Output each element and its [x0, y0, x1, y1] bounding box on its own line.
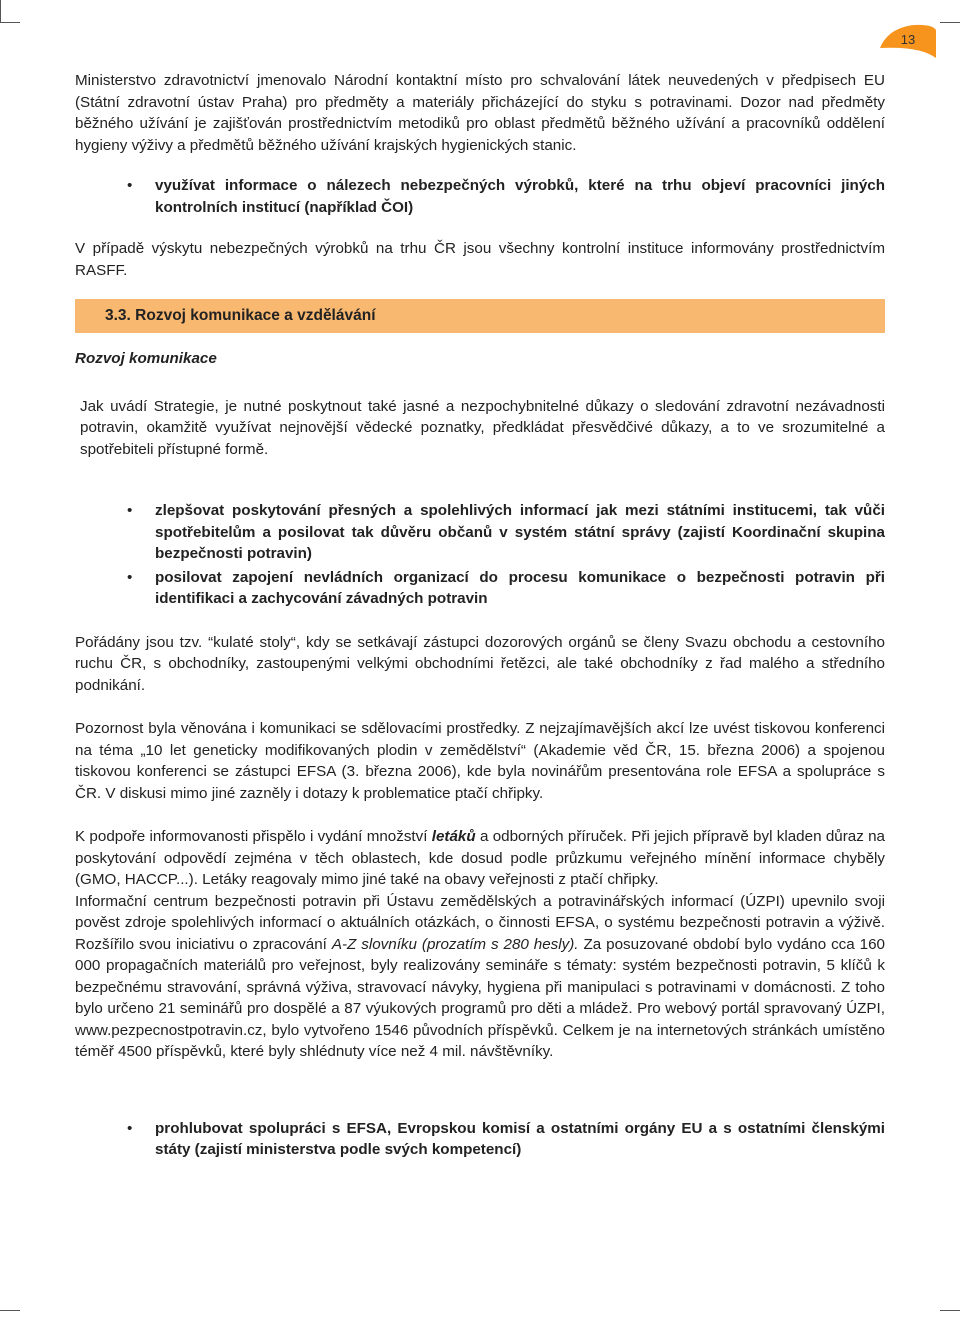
leaflets-emphasis: letáků	[431, 828, 476, 845]
leaflets-paragraph	[75, 826, 885, 891]
uzpi-text: Informační centrum bezpečnosti potravin při Ústavu zemědělských a potravinářských informací (ÚZPI) upevnilo svoji pověst zdroje spolehlivých informací o aktuálních otázkách, o činnosti EFSA, o systému bezpečnosti potravin a výživě. Rozšířilo svou iniciativu o zpracování	[75, 892, 885, 953]
uzpi-emphasis: A-Z slovníku (prozatím s 280 hesly).	[331, 935, 579, 953]
strategy-paragraph: Jak uvádí Strategie, je nutné poskytnout také jasné a nezpochybnitelné důkazy o sledování zdravotní nezávadnosti potravin, okamžitě využívat nejnovější vědecké poznatky, předkládat přesvědčivé důkazy, a to ve srozumitelné a spotřebiteli přístupné formě.	[80, 397, 885, 458]
uzpi-text: Za posuzované období bylo vydáno cca 160 000 propagačních materiálů pro veřejnost, byly realizovány semináře s tématy: systém bezpečnosti potravin, 5 klíčů k bezpečnému stravování, správná výživa, stravovací návyky, hygiena při manipulaci s potravinami v domácnosti. Z toho bylo určeno 21 seminářů pro dospělé a 87 výukových programů pro děti a mládež. Pro webový portál spravovaný ÚZPI, www.pezpecnostpotravin.cz, bylo vytvořeno 1546 původních příspěvků. Celkem je na internetových stránkách umístěno téměř 4500 příspěvků, které byly shlédnuty více než 4 mil. návštěvníky.	[75, 935, 885, 1060]
crop-mark	[0, 22, 20, 23]
page-number: 13	[900, 32, 916, 47]
section-heading: 3.3. Rozvoj komunikace a vzdělávání	[75, 299, 885, 333]
subheading: Rozvoj komunikace	[75, 350, 217, 367]
crop-mark	[940, 22, 960, 23]
uzpi-paragraph	[75, 891, 885, 1063]
leaflets-text: K podpoře informovanosti přispělo i vydání množství	[75, 828, 432, 845]
bullet-item	[75, 500, 885, 565]
media-paragraph: Pozornost byla věnována i komunikaci se sdělovacími prostředky. Z nejzajímavějších akcí lze uvést tiskovou konferenci na téma „10 let geneticky modifikovaných plodin v zemědělství“ (Akademie věd ČR, 15. března 2006) a spojenou tiskovou konferenci se zástupci EFSA (3. března 2006), kde byla novinářům presentována role EFSA a spolupráce s ČR. V diskusi mimo jiné zazněly i dotazy k problematice ptačí chřipky.	[75, 720, 885, 802]
bullet-item	[75, 1118, 885, 1161]
leaflets-text: a odborných příruček. Při jejich přípravě byl kladen důraz na poskytování odpovědí zejména v těch oblastech, kde dosud podle průzkumu veřejného mínění informace chyběly (GMO, HACCP...). Letáky reagovaly mimo jiné také na obavy veřejnosti z ptačí chřipky.	[75, 828, 885, 888]
crop-mark	[0, 0, 1, 22]
bullet-text: prohlubovat spolupráci s EFSA, Evropskou komisí a ostatními orgány EU a s ostatními členskými státy (zajistí ministerstva podle svých kompetencí)	[155, 1119, 885, 1158]
intro-paragraph: Ministerstvo zdravotnictví jmenovalo Národní kontaktní místo pro schvalování látek neuvedených v předpisech EU (Státní zdravotní ústav Praha) pro předměty a materiály přicházející do styku s potravinami. Dozor nad předměty běžného užívání je zajišťován prostřednictvím metodiků pro oblast předmětů běžného užívání a pracovníků oddělení hygieny výživy a předmětů běžného užívání krajských hygienických stanic.	[75, 72, 885, 154]
bullet-text: zlepšovat poskytování přesných a spolehlivých informací jak mezi státními institucemi, tak vůči spotřebitelům a posilovat tak důvěru občanů v systém státní správy (zajistí Koordinační skupina bezpečnosti potravin)	[155, 502, 885, 562]
bullet-text: využívat informace o nálezech nebezpečných výrobků, které na trhu objeví pracovníci jiných kontrolních institucí (například ČOI)	[155, 177, 885, 216]
crop-mark	[0, 1310, 20, 1311]
bullet-dot: •	[127, 502, 133, 519]
round-tables-paragraph: Pořádány jsou tzv. “kulaté stoly“, kdy se setkávají zástupci dozorových orgánů se členy Svazu obchodu a cestovního ruchu ČR, s obchodníky, zastoupenými velkými obchodními řetězci, ale také obchodníky z řad malého a středního podnikání.	[75, 633, 885, 694]
bullet-dot: •	[127, 177, 133, 194]
bullet-dot: •	[127, 568, 133, 586]
crop-mark	[940, 1310, 960, 1311]
bullet-dot: •	[127, 1119, 133, 1137]
bullet-item	[75, 175, 885, 218]
page-content	[75, 70, 885, 1161]
bullet-text: posilovat zapojení nevládních organizací do procesu komunikace o bezpečnosti potravin při identifikaci a zachycování závadných potravin	[155, 568, 885, 607]
rasff-paragraph: V případě výskytu nebezpečných výrobků na trhu ČR jsou všechny kontrolní instituce informovány prostřednictvím RASFF.	[75, 240, 885, 279]
bullet-item	[75, 567, 885, 610]
